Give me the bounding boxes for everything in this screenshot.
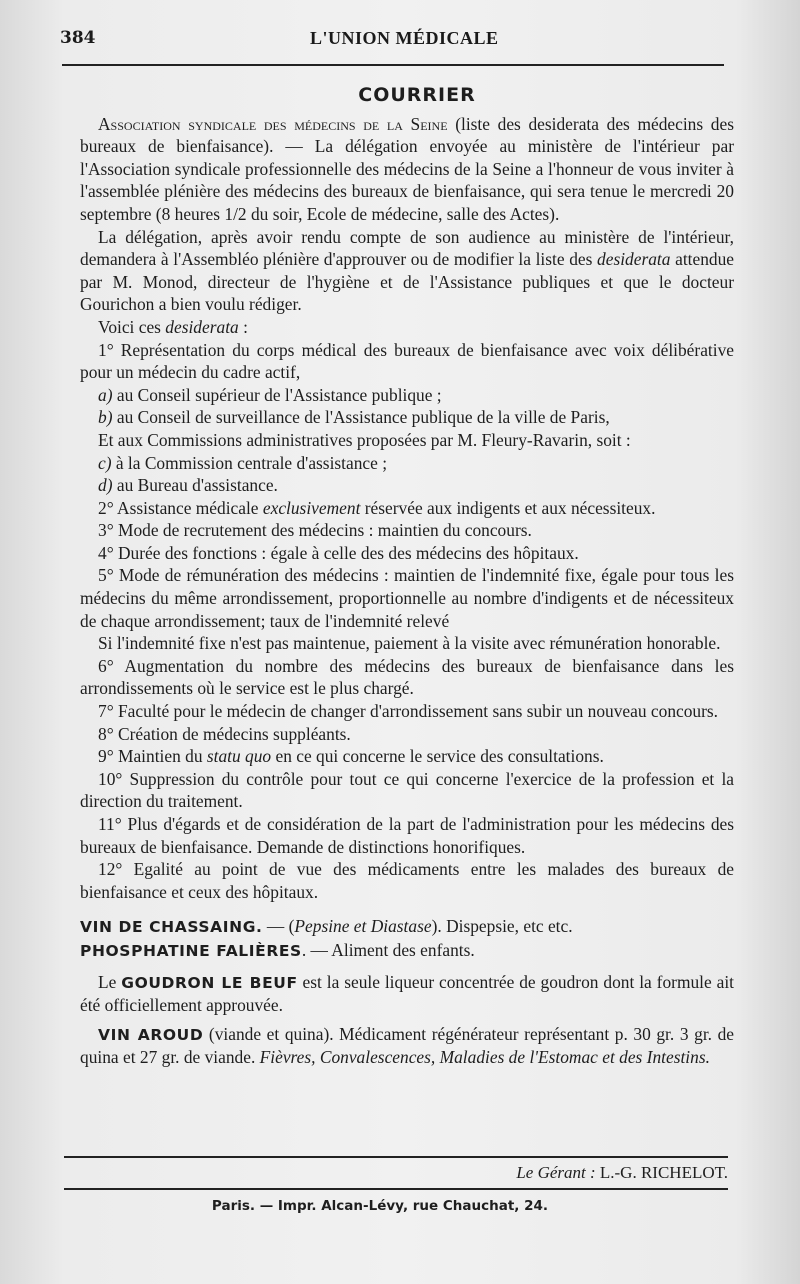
- paragraph-voici: [80, 316, 734, 339]
- item-1d-text: au Bureau d'assistance.: [112, 475, 278, 496]
- item-5-alternative: Si l'indemnité fixe n'est pas maintenue, paiement à la visite avec rémunération honorable.: [98, 633, 721, 654]
- item-6: 6° Augmentation du nombre des médecins des bureaux de bienfaisance dans les arrondissements où le service est le plus chargé.: [80, 655, 734, 699]
- item-4: 4° Durée des fonctions : égale à celle des des médecins des hôpitaux.: [98, 542, 579, 563]
- running-title: L'UNION MÉDICALE: [310, 28, 499, 48]
- item-3: 3° Mode de recrutement des médecins : maintien du concours.: [98, 520, 532, 541]
- item-5: 5° Mode de rémunération des médecins : maintien de l'indemnité fixe, égale pour tous les médecins du même arrondissement, proportionnelle au nombre d'indigents et de nécessiteux de chaque arrondissement; taux de l'indemnité relevé: [80, 565, 734, 631]
- item-10: 10° Suppression du contrôle pour tout ce qui concerne l'exercice de la profession et la direction du traitement.: [80, 768, 734, 812]
- ad-phosphatine: [80, 939, 734, 963]
- p2-italic: desiderata: [597, 249, 671, 270]
- voici-italic: desiderata: [165, 316, 239, 337]
- intro-smallcaps: Association syndicale des médecins de la Seine: [98, 113, 448, 134]
- item-1b-text: au Conseil de surveillance de l'Assistance publique de la ville de Paris,: [112, 407, 610, 428]
- article-body: [80, 84, 734, 1069]
- ad3-name: GOUDRON LE BEUF: [121, 973, 298, 992]
- item-2-text-b: réservée aux indigents et aux nécessiteux.: [360, 497, 656, 518]
- item-1a: [80, 384, 734, 407]
- footer-rule-top: [64, 1156, 728, 1158]
- item-1d: [80, 474, 734, 497]
- ad1-italic: Pepsine et Diastase: [294, 916, 432, 937]
- commissions-line: Et aux Commissions administratives proposées par M. Fleury-Ravarin, soit :: [98, 429, 631, 450]
- item-2-text-a: 2° Assistance médicale: [98, 497, 263, 518]
- ad1-text: ). Dispepsie, etc etc.: [431, 916, 573, 937]
- intro-paragraph: [80, 113, 734, 226]
- item-1c-letter: c): [98, 452, 112, 473]
- paragraph-delegation: [80, 226, 734, 316]
- item-1d-letter: d): [98, 475, 113, 496]
- ad-goudron: [80, 971, 734, 1017]
- item-1b: [80, 406, 734, 429]
- p2-text-b: attendue par M. Monod, directeur de l'hygiène et de l'Assistance publiques et que le docteur Gourichon a bien voulu rédiger.: [80, 249, 734, 315]
- item-1b-letter: b): [98, 407, 113, 428]
- running-header: [60, 28, 730, 54]
- ad4-text: (viande et quina). Médicament régénérateur représentant p. 30 gr. 3 gr. de quina et 27 gr. de viande.: [80, 1023, 735, 1068]
- printer-imprint: Paris. — Impr. Alcan-Lévy, rue Chauchat, 24.: [211, 1198, 549, 1214]
- item-9: [80, 745, 734, 768]
- section-title: COURRIER: [358, 84, 476, 106]
- item-9-text-b: en ce qui concerne le service des consultations.: [271, 746, 604, 767]
- item-2: [80, 497, 734, 520]
- page-number: 384: [60, 28, 96, 48]
- item-9-italic: statu quo: [206, 746, 272, 767]
- item-1a-text: au Conseil supérieur de l'Assistance publique ;: [112, 384, 442, 405]
- item-9-text-a: 9° Maintien du: [98, 746, 207, 767]
- p2-text-a: La délégation, après avoir rendu compte de son audience au ministère de l'intérieur, demandera à l'Assembléo plénière d'approuver ou de modifier la liste des: [80, 226, 734, 270]
- ad1-name: VIN DE CHASSAING.: [80, 918, 263, 937]
- intro-text: (liste des desiderata des médecins des bureaux de bienfaisance). — La délégation envoyée au ministère de l'intérieur par l'Association syndicale professionnelle des médecins de la Seine a l'honneur de vous inviter à l'assemblée plénière des médecins des bureaux de bienfaisance, qui sera tenue le mercredi 20 septembre (8 heures 1/2 du soir, Ecole de médecine, salle des Actes).: [80, 113, 734, 224]
- item-11: 11° Plus d'égards et de considération de la part de l'administration pour les médecins des bureaux de bienfaisance. Demande de distinctions honorifiques.: [80, 814, 734, 857]
- ad2-name: PHOSPHATINE FALIÈRES: [80, 941, 302, 960]
- header-rule: [62, 64, 724, 66]
- manager-name: L.-G. RICHELOT.: [595, 1163, 728, 1182]
- footer-rule-bottom: [64, 1188, 728, 1190]
- ad1-dash: — (: [262, 916, 295, 937]
- voici-text-b: :: [238, 316, 248, 337]
- ad2-text: . — Aliment des enfants.: [301, 939, 475, 960]
- ad-vin-aroud: [80, 1023, 734, 1069]
- voici-text-a: Voici ces: [98, 316, 166, 337]
- item-12: 12° Egalité au point de vue des médicaments entre les malades des bureaux de bienfaisance et ceux des hôpitaux.: [80, 859, 734, 902]
- item-2-italic: exclusivement: [262, 497, 361, 518]
- ad-vin-chassaing: [80, 915, 734, 939]
- ad4-name: VIN AROUD: [98, 1025, 204, 1044]
- ad3-prefix: Le: [98, 971, 122, 992]
- manager-signature: [516, 1163, 728, 1183]
- item-7: 7° Faculté pour le médecin de changer d'arrondissement sans subir un nouveau concours.: [98, 701, 719, 722]
- item-1: 1° Représentation du corps médical des bureaux de bienfaisance avec voix délibérative pour un médecin du cadre actif,: [80, 339, 734, 383]
- ad4-italic: Fièvres, Convalescences, Maladies de l'Estomac et des Intestins.: [259, 1047, 710, 1068]
- item-8: 8° Création de médecins suppléants.: [98, 723, 351, 744]
- ad3-text: est la seule liqueur concentrée de goudron dont la formule ait été officiellement approuvée.: [80, 971, 734, 1016]
- item-1c: [80, 452, 734, 475]
- manager-label: Le Gérant :: [516, 1163, 596, 1182]
- item-1a-letter: a): [98, 384, 113, 405]
- item-1c-text: à la Commission centrale d'assistance ;: [111, 452, 388, 473]
